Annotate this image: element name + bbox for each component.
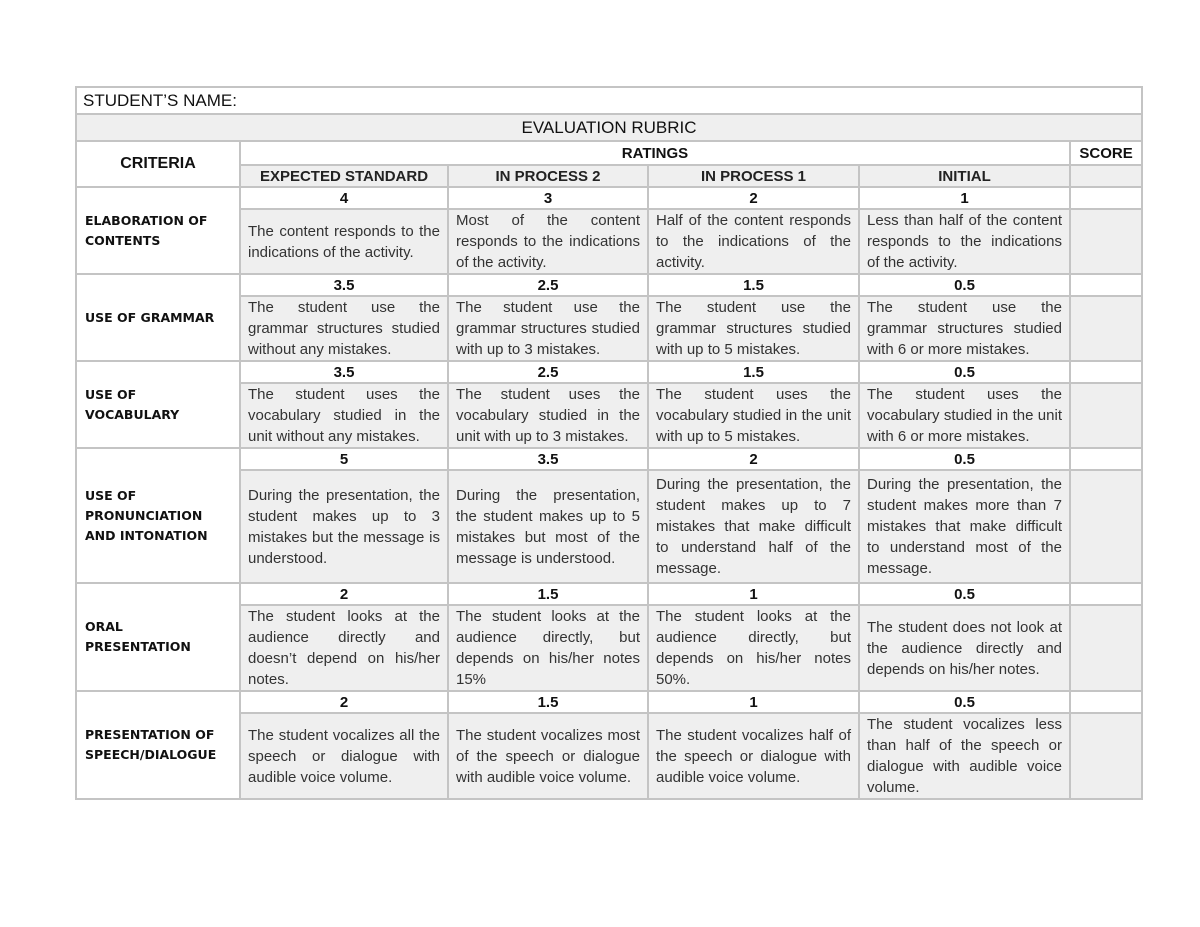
rating-description: The student vocalizes all the speech or dialogue with audible voice volume.: [240, 713, 448, 799]
rating-description: Most of the content responds to the indications of the activity.: [448, 209, 648, 274]
criterion-label: USE OF PRONUNCIATION AND INTONATION: [76, 448, 240, 583]
rating-description: The student vocalizes most of the speech or dialogue with audible voice volume.: [448, 713, 648, 799]
rating-points: 4: [240, 187, 448, 209]
score-cell[interactable]: [1070, 296, 1142, 361]
level-header-in-process-1: IN PROCESS 1: [648, 165, 859, 187]
score-cell-top: [1070, 361, 1142, 383]
rating-points: 1.5: [448, 691, 648, 713]
rating-description: The student uses the vocabulary studied in the unit with up to 3 mistakes.: [448, 383, 648, 448]
points-row: [76, 691, 1142, 713]
criterion-label: PRESENTATION OF SPEECH/DIALOGUE: [76, 691, 240, 799]
criteria-header: CRITERIA: [76, 141, 240, 187]
rating-description: Half of the content responds to the indications of the activity.: [648, 209, 859, 274]
score-cell-top: [1070, 448, 1142, 470]
rating-points: 5: [240, 448, 448, 470]
rating-points: 3: [448, 187, 648, 209]
rating-description: During the presentation, the student makes up to 7 mistakes that make difficult to understand half of the message.: [648, 470, 859, 583]
score-cell-top: [1070, 187, 1142, 209]
student-name-label: STUDENT’S NAME:: [76, 87, 1142, 114]
score-cell[interactable]: [1070, 470, 1142, 583]
rating-points: 2.5: [448, 274, 648, 296]
points-row: [76, 187, 1142, 209]
score-cell[interactable]: [1070, 713, 1142, 799]
rating-description: During the presentation, the student makes up to 5 mistakes but most of the message is understood.: [448, 470, 648, 583]
rating-description: The student does not look at the audience directly and depends on his/her notes.: [859, 605, 1070, 691]
level-header-initial: INITIAL: [859, 165, 1070, 187]
evaluation-rubric-table: [75, 86, 1143, 800]
rating-points: 1: [648, 583, 859, 605]
rating-description: The student use the grammar structures studied with 6 or more mistakes.: [859, 296, 1070, 361]
level-header-score: [1070, 165, 1142, 187]
score-cell[interactable]: [1070, 209, 1142, 274]
score-cell[interactable]: [1070, 383, 1142, 448]
rating-description: The student use the grammar structures studied with up to 5 mistakes.: [648, 296, 859, 361]
rating-points: 2: [648, 187, 859, 209]
rating-description: The student vocalizes less than half of the speech or dialogue with audible voice volume.: [859, 713, 1070, 799]
rating-points: 0.5: [859, 583, 1070, 605]
rating-points: 3.5: [448, 448, 648, 470]
rating-points: 3.5: [240, 361, 448, 383]
score-cell[interactable]: [1070, 605, 1142, 691]
rating-points: 3.5: [240, 274, 448, 296]
criterion-label: USE OF VOCABULARY: [76, 361, 240, 448]
score-cell-top: [1070, 274, 1142, 296]
rating-points: 0.5: [859, 691, 1070, 713]
rubric-title: EVALUATION RUBRIC: [76, 114, 1142, 141]
score-header: SCORE: [1070, 141, 1142, 165]
level-header-expected-standard: EXPECTED STANDARD: [240, 165, 448, 187]
rating-description: The student uses the vocabulary studied in the unit with 6 or more mistakes.: [859, 383, 1070, 448]
rating-points: 2: [240, 583, 448, 605]
rating-description: The student looks at the audience directly, but depends on his/her notes 50%.: [648, 605, 859, 691]
rating-description: The content responds to the indications of the activity.: [240, 209, 448, 274]
ratings-header: RATINGS: [240, 141, 1070, 165]
rating-points: 0.5: [859, 274, 1070, 296]
rating-points: 2.5: [448, 361, 648, 383]
points-row: [76, 583, 1142, 605]
rating-points: 1.5: [648, 361, 859, 383]
rating-description: The student uses the vocabulary studied in the unit with up to 5 mistakes.: [648, 383, 859, 448]
points-row: [76, 448, 1142, 470]
rating-description: The student uses the vocabulary studied in the unit without any mistakes.: [240, 383, 448, 448]
score-cell-top: [1070, 583, 1142, 605]
points-row: [76, 361, 1142, 383]
rating-points: 2: [240, 691, 448, 713]
rating-description: The student use the grammar structures studied without any mistakes.: [240, 296, 448, 361]
score-cell-top: [1070, 691, 1142, 713]
criterion-label: ORAL PRESENTATION: [76, 583, 240, 691]
level-header-in-process-2: IN PROCESS 2: [448, 165, 648, 187]
rating-description: The student looks at the audience directly, but depends on his/her notes 15%: [448, 605, 648, 691]
rating-description: The student looks at the audience directly and doesn’t depend on his/her notes.: [240, 605, 448, 691]
rating-points: 1.5: [648, 274, 859, 296]
rating-description: The student use the grammar structures studied with up to 3 mistakes.: [448, 296, 648, 361]
rating-description: During the presentation, the student makes more than 7 mistakes that make difficult to understand most of the message.: [859, 470, 1070, 583]
rating-description: The student vocalizes half of the speech or dialogue with audible voice volume.: [648, 713, 859, 799]
criterion-label: USE OF GRAMMAR: [76, 274, 240, 361]
points-row: [76, 274, 1142, 296]
rating-description: During the presentation, the student makes up to 3 mistakes but the message is understood.: [240, 470, 448, 583]
rating-points: 1.5: [448, 583, 648, 605]
rating-points: 2: [648, 448, 859, 470]
rating-points: 0.5: [859, 361, 1070, 383]
rating-points: 1: [648, 691, 859, 713]
rating-points: 0.5: [859, 448, 1070, 470]
criterion-label: ELABORATION OF CONTENTS: [76, 187, 240, 274]
rating-description: Less than half of the content responds to the indications of the activity.: [859, 209, 1070, 274]
rubric-rows: [76, 187, 1142, 799]
rating-points: 1: [859, 187, 1070, 209]
